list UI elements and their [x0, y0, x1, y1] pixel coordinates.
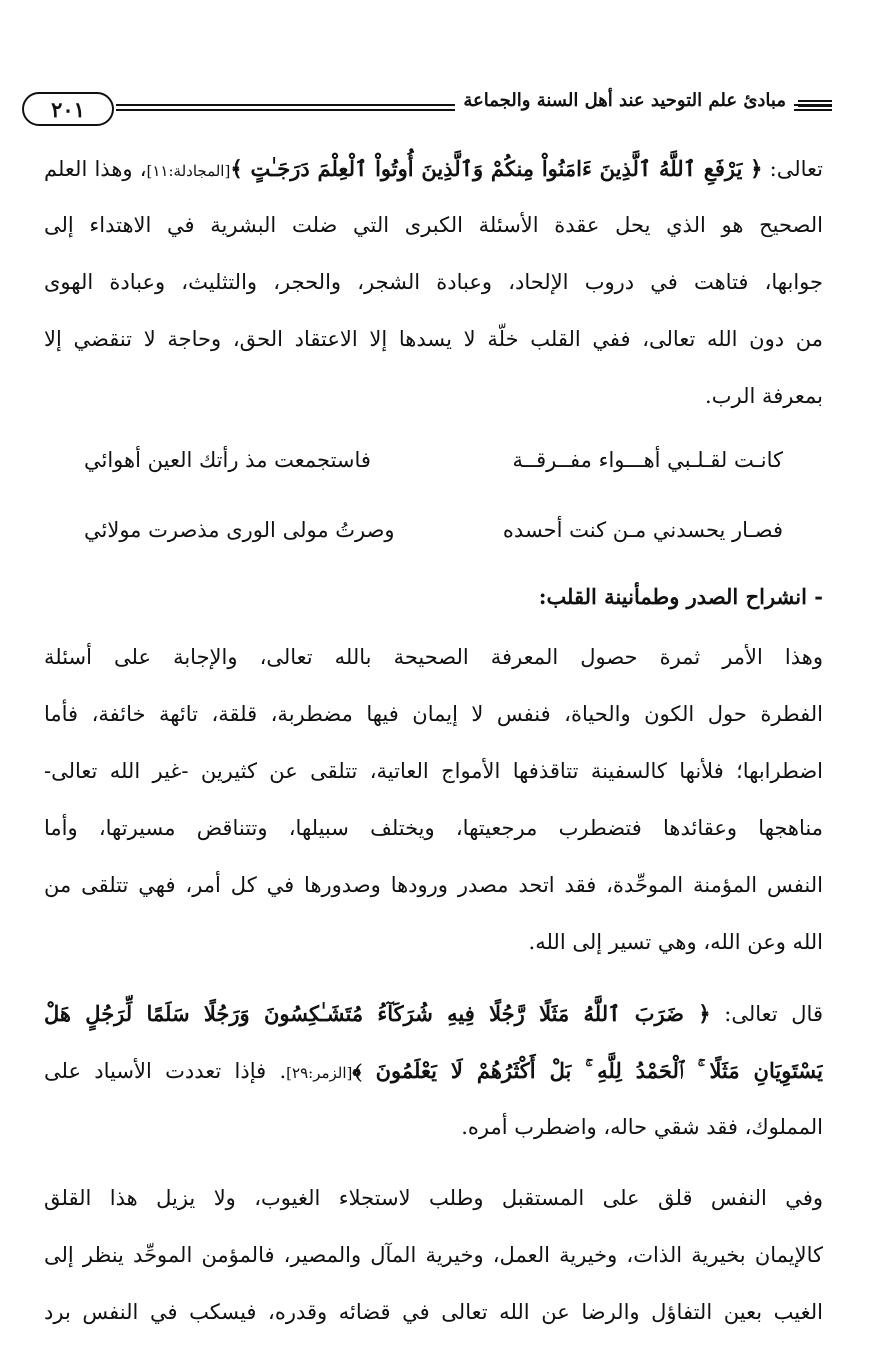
quran-verse: ﴿ ضَرَبَ ٱللَّهُ مَثَلًا رَّجُلًا فِيهِ شُرَكَآءُ مُتَشَـٰكِسُونَ وَرَجُلًا سَلَمًا لِّرَجُلٍ هَلْ: [44, 1001, 711, 1026]
text-line: كالإيمان بخيرية الذات، وخيرية العمل، وخيرية المآل والمصير، فالمؤمن الموحِّد ينظر إلى: [44, 1243, 823, 1267]
text-line: اضطرابها؛ فلأنها كالسفينة تتاقذفها الأمواج العاتية، تتلقى عن كثيرين -غير الله تعالى-: [44, 759, 823, 783]
poem: [44, 425, 823, 565]
poem-second-hemistich: وصرتُ مولى الورى مذصرت مولائي: [84, 518, 395, 542]
text-line: المملوك، فقد شقي حاله، واضطرب أمره.: [461, 1115, 823, 1139]
text-line: [44, 985, 823, 1042]
verse-reference: [الزمر:٢٩]: [286, 1064, 353, 1082]
verse-reference: [المجادلة:١١]: [146, 162, 231, 180]
text-line: وهذا الأمر ثمرة حصول المعرفة الصحيحة بالله تعالى، والإجابة على أسئلة: [44, 645, 823, 669]
text-segment: . فإذا تعددت الأسياد على: [44, 1059, 287, 1083]
text-line: [44, 1042, 823, 1099]
page-header: [22, 86, 832, 130]
running-title: مبادئ علم التوحيد عند أهل السنة والجماعة: [455, 90, 794, 111]
text-line: الصحيح هو الذي يحل عقدة الأسئلة الكبرى التي ضلت البشرية في الاهتداء إلى: [44, 213, 823, 237]
poem-verse: [44, 425, 823, 495]
text-line: وفي النفس قلق على المستقبل وطلب لاستجلاء الغيوب، ولا يزيل هذا القلق: [44, 1186, 823, 1210]
text-line: جوابها، فتاهت في دروب الإلحاد، وعبادة الشجر، والحجر، والتثليث، وعبادة الهوى: [44, 270, 823, 294]
page-body: [44, 140, 823, 1341]
text-line: الله وعن الله، وهي تسير إلى الله.: [528, 930, 823, 954]
paragraph-2: [44, 629, 823, 971]
text-line: الفطرة حول الكون والحياة، فنفس لا إيمان فيها مضطربة، قلقة، تائهة خائفة، فأما: [44, 702, 823, 726]
header-rule-end: [798, 100, 832, 110]
text-line: من دون الله تعالى، ففي القلب خلّة لا يسدها إلا الاعتقاد الحق، وحاجة لا تنقضي إلا: [44, 327, 823, 351]
text-line: الغيب بعين التفاؤل والرضا عن الله تعالى في قضائه وقدره، فيسكب في النفس برد: [44, 1300, 823, 1324]
paragraph-4: [44, 1170, 823, 1341]
text-line: [44, 140, 823, 197]
text-segment: قال تعالى:: [710, 1002, 823, 1026]
poem-first-hemistich: كانـت لقـلـبي أهـــواء مفــرقــة: [512, 448, 783, 472]
paragraph-3: [44, 985, 823, 1156]
text-line: مناهجها وعقائدها فتضطرب مرجعيتها، ويختلف سبيلها، وتتناقض مسيرتها، وأما: [44, 816, 823, 840]
poem-second-hemistich: فاستجمعت مذ رأتك العين أهوائي: [84, 448, 371, 472]
quran-verse: يَسْتَوِيَانِ مَثَلًا ۚ ٱلْحَمْدُ لِلَّهِ ۚ بَلْ أَكْثَرُهُمْ لَا يَعْلَمُونَ ﴾: [352, 1058, 823, 1083]
poem-verse: [44, 495, 823, 565]
text-segment: ، وهذا العلم: [44, 157, 147, 181]
text-line: النفس المؤمنة الموحِّدة، فقد اتحد مصدر ورودها وصدورها في كل أمر، فهي تتلقى من: [44, 873, 823, 897]
section-heading: - انشراح الصدر وطمأنينة القلب:: [538, 584, 823, 609]
text-segment: تعالى:: [762, 157, 823, 181]
poem-first-hemistich: فصـار يحسدني مـن كنت أحسده: [502, 518, 783, 542]
page-number-badge: [22, 92, 114, 126]
quran-verse: ﴿ يَرْفَعِ ٱللَّهُ ٱلَّذِينَ ءَامَنُواْ مِنكُمْ وَٱلَّذِينَ أُوتُواْ ٱلْعِلْمَ دَرَجَـٰتٍ ﴾: [230, 156, 763, 181]
page-number: ٢٠١: [51, 96, 85, 122]
text-line: بمعرفة الرب.: [705, 384, 823, 408]
paragraph-1: [44, 140, 823, 425]
